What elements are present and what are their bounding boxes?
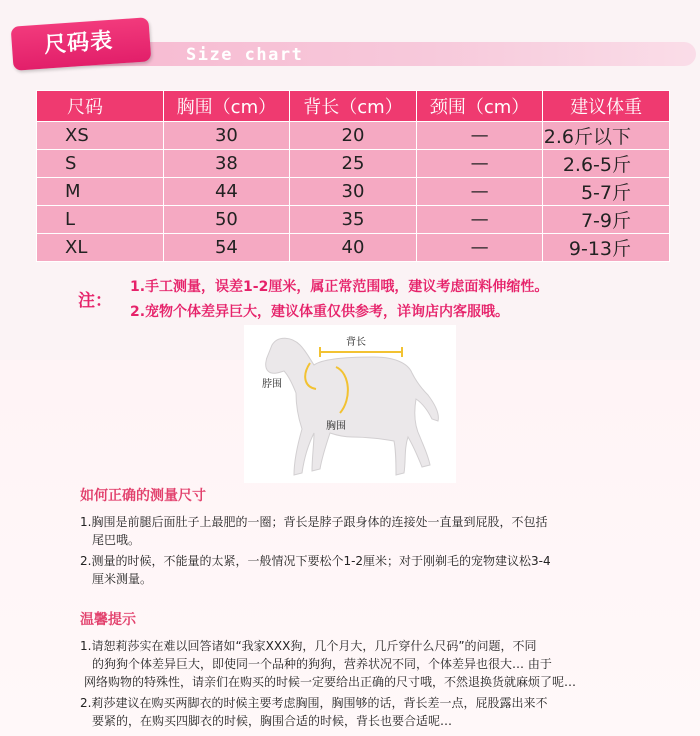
- cell-chest: 38: [163, 150, 290, 178]
- tips-line-3: 网络购物的特殊性，请亲们在购买的时候一定要给出正确的尺寸哦，不然退换货就麻烦了呢…: [84, 675, 577, 689]
- cell-chest: 30: [163, 122, 290, 150]
- cell-chest: 44: [163, 178, 290, 206]
- label-chest: 胸围: [326, 421, 346, 432]
- cell-back: 20: [290, 122, 417, 150]
- cell-weight: 2.6斤以下: [543, 122, 670, 150]
- table-row: [37, 150, 670, 178]
- cell-back: 40: [290, 234, 417, 262]
- cell-neck: —: [416, 122, 543, 150]
- header-chest: 胸围（cm）: [163, 91, 290, 122]
- measure-line-1: 1.胸围是前腿后面肚子上最肥的一圈；背长是脖子跟身体的连接处一直量到屁股，不包括: [80, 515, 548, 529]
- cell-back: 35: [290, 206, 417, 234]
- note-label: 注：: [78, 291, 112, 311]
- cell-size: S: [37, 150, 164, 178]
- table-row: [37, 206, 670, 234]
- table-header-row: [37, 91, 670, 122]
- cell-weight: 2.6-5斤: [543, 150, 670, 178]
- tips-line-5: 要紧的，在购买四脚衣的时候，胸围合适的时候，背长也要合适呢…: [92, 714, 453, 728]
- cell-size: M: [37, 178, 164, 206]
- cell-neck: —: [416, 178, 543, 206]
- label-back-length: 背长: [346, 337, 366, 348]
- size-table: [36, 90, 670, 262]
- cell-size: XL: [37, 234, 164, 262]
- table-row: [37, 178, 670, 206]
- note-line-1: 1.手工测量，误差1-2厘米，属正常范围哦，建议考虑面料伸缩性。: [130, 279, 549, 295]
- header-neck: 颈围（cm）: [416, 91, 543, 122]
- cell-weight: 5-7斤: [543, 178, 670, 206]
- cell-size: L: [37, 206, 164, 234]
- note-line-2: 2.宠物个体差异巨大，建议体重仅供参考，详询店内客服哦。: [130, 304, 510, 320]
- measure-line-2: 尾巴哦。: [92, 533, 141, 547]
- cell-chest: 50: [163, 206, 290, 234]
- cell-back: 25: [290, 150, 417, 178]
- cell-weight: 7-9斤: [543, 206, 670, 234]
- dog-measure-diagram: [244, 325, 456, 483]
- header-size: 尺码: [37, 91, 164, 122]
- table-row: [37, 234, 670, 262]
- header-weight: 建议体重: [543, 91, 670, 122]
- table-row: [37, 122, 670, 150]
- cell-weight: 9-13斤: [543, 234, 670, 262]
- header-tag-text: 尺码表: [43, 28, 114, 59]
- cell-size: XS: [37, 122, 164, 150]
- cell-neck: —: [416, 206, 543, 234]
- cell-neck: —: [416, 150, 543, 178]
- cell-chest: 54: [163, 234, 290, 262]
- measure-line-3: 2.测量的时候，不能量的太紧，一般情况下要松个1-2厘米；对于刚剃毛的宠物建议松3-4: [80, 554, 551, 568]
- measure-line-4: 厘米测量。: [92, 572, 153, 586]
- cell-back: 30: [290, 178, 417, 206]
- label-neck: 脖围: [262, 379, 282, 390]
- tips-line-2: 的狗狗个体差异巨大，即使同一个品种的狗狗，营养状况不同，个体差异也很大… 由于: [92, 657, 552, 671]
- measure-title: 如何正确的测量尺寸: [80, 488, 206, 504]
- cell-neck: —: [416, 234, 543, 262]
- header-back: 背长（cm）: [290, 91, 417, 122]
- header-subtitle: Size chart: [186, 45, 304, 65]
- tips-line-1: 1.请恕莉莎实在难以回答诸如“我家XXX狗，几个月大，几斤穿什么尺码”的问题，不同: [80, 639, 537, 653]
- tips-line-4: 2.莉莎建议在购买两脚衣的时候主要考虑胸围，胸围够的话，背长差一点，屁股露出来不: [80, 696, 548, 710]
- tips-title: 温馨提示: [80, 612, 136, 628]
